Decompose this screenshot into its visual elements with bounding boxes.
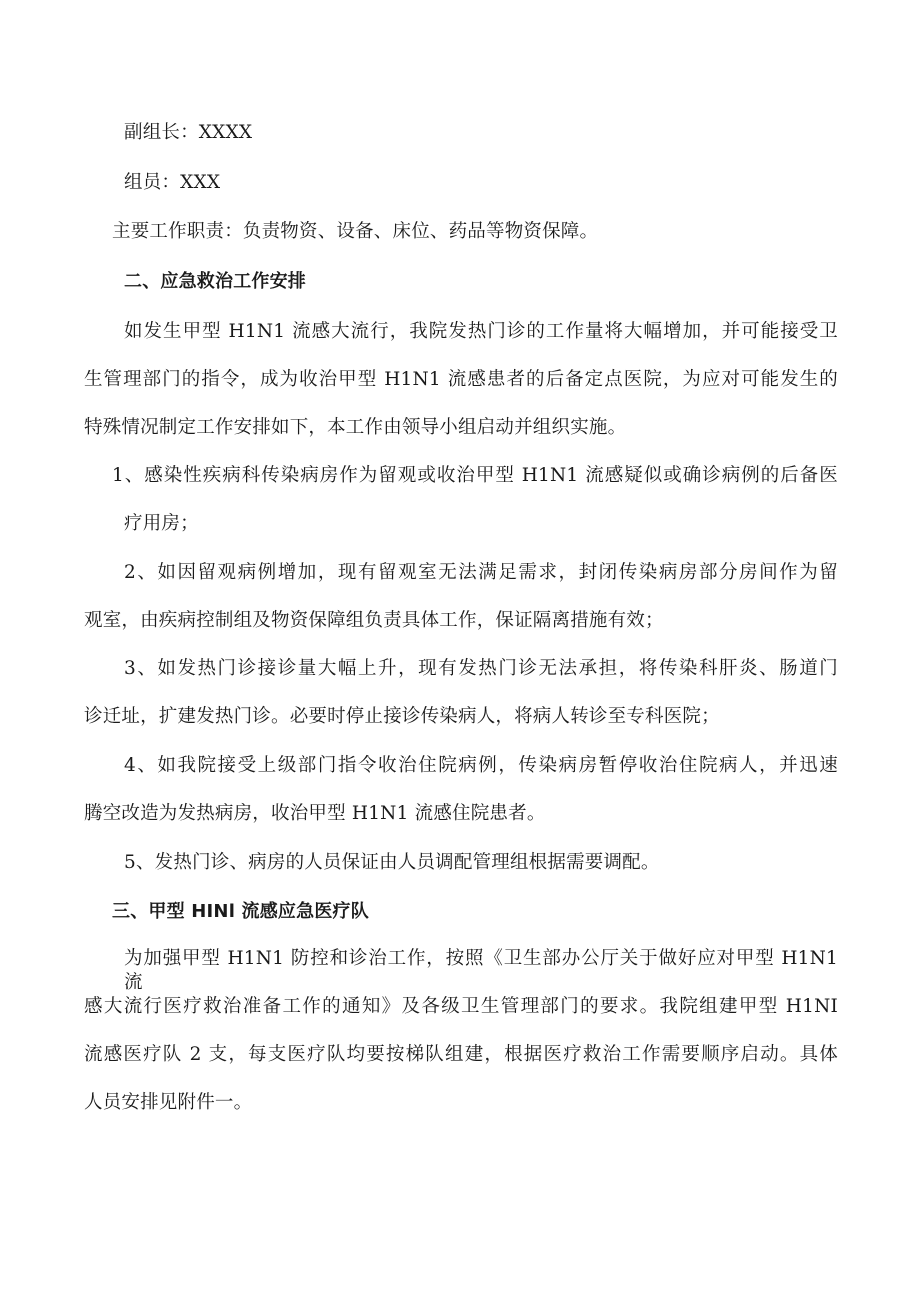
item-1-line-1: 1、感染性疾病科传染病房作为留观或收治甲型 H1N1 流感疑似或确诊病例的后备医 xyxy=(112,465,838,486)
section-3-body-line-1: 为加强甲型 H1N1 防控和诊治工作，按照《卫生部办公厅关于做好应对甲型 H1N1 流 xyxy=(124,948,838,993)
section-2-intro-line-2: 生管理部门的指令，成为收治甲型 H1N1 流感患者的后备定点医院，为应对可能发生的 xyxy=(84,369,838,390)
section-3-body-line-4: 人员安排见附件一。 xyxy=(84,1092,253,1113)
section-2-intro-line-1: 如发生甲型 H1N1 流感大流行，我院发热门诊的工作量将大幅增加，并可能接受卫 xyxy=(124,321,838,342)
item-3-line-2: 诊迁址，扩建发热门诊。必要时停止接诊传染病人，将病人转诊至专科医院； xyxy=(84,706,720,727)
section-2-heading: 二、应急救治工作安排 xyxy=(124,271,306,292)
duties-line: 主要工作职责：负责物资、设备、床位、药品等物资保障。 xyxy=(112,221,599,242)
item-4-line-2: 腾空改造为发热病房，收治甲型 H1N1 流感住院患者。 xyxy=(84,803,546,824)
item-5-line: 5、发热门诊、病房的人员保证由人员调配管理组根据需要调配。 xyxy=(124,852,660,873)
item-3-line-1: 3、如发热门诊接诊量大幅上升，现有发热门诊无法承担，将传染科肝炎、肠道门 xyxy=(124,658,838,679)
item-1-line-2: 疗用房； xyxy=(124,513,199,534)
section-3-body-line-3: 流感医疗队 2 支，每支医疗队均要按梯队组建，根据医疗救治工作需要顺序启动。具体 xyxy=(84,1044,838,1065)
member-line: 组员：XXX xyxy=(124,172,221,193)
item-2-line-2: 观室，由疾病控制组及物资保障组负责具体工作，保证隔离措施有效； xyxy=(84,610,664,631)
section-3-body-line-2: 感大流行医疗救治准备工作的通知》及各级卫生管理部门的要求。我院组建甲型 H1NI xyxy=(84,996,838,1017)
section-3-heading: 三、甲型 HINl 流感应急医疗队 xyxy=(112,901,369,922)
section-2-intro-line-3: 特殊情况制定工作安排如下，本工作由领导小组启动并组织实施。 xyxy=(84,417,627,438)
deputy-leader-line: 副组长：XXXX xyxy=(124,122,253,143)
item-2-line-1: 2、如因留观病例增加，现有留观室无法满足需求，封闭传染病房部分房间作为留 xyxy=(124,562,838,583)
item-4-line-1: 4、如我院接受上级部门指令收治住院病例，传染病房暂停收治住院病人，并迅速 xyxy=(124,755,838,776)
